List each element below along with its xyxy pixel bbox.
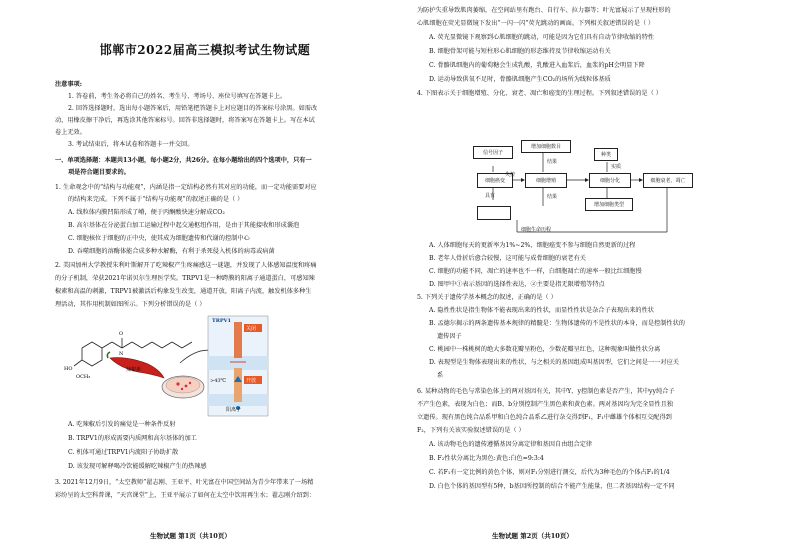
cation-label: 阳离子 — [226, 407, 242, 413]
section-heading: 一、单项选择题：本题共13小题，每小题2分，共26分。在每小题给出的四个选项中，只有一 — [55, 157, 312, 164]
question-3-stem: 3. 2021年12月9日，“太空教师”翟志刚、王亚平、叶光富在中国空间站为青少年带来了一场精 — [55, 479, 314, 486]
increase-cell-types-box: 增加细胞类型 — [585, 198, 633, 211]
question-1-stem: 1. 生命观念中的“结构与功能观”，内涵是指一定结构必然有其对应的功能，而一定功能需要对应 — [55, 184, 317, 191]
question-2-option-d: D. 该发现可解释喝冷饮能缓解吃辣椒产生的热辣感 — [68, 463, 207, 470]
notice-line: 动，用橡皮擦干净后，再选涂其他答案标号。回答非选择题时，将答案写在答题卡上。写在本试 — [55, 117, 315, 124]
capsaicin-label: 辣椒素 — [126, 367, 142, 373]
question-2-option-a: A. 吃辣椒后引发的痛觉是一种条件反射 — [68, 421, 176, 428]
variety-box: 种类 — [594, 148, 618, 161]
question-1-stem: 的结构来完成。下列不属于“结构与功能观”的叙述正确的是（ ） — [68, 196, 244, 203]
question-4-option-b: B. 老年人骨折后愈合较慢，这可能与成骨细胞的衰老有关 — [429, 255, 586, 262]
result-label-1: 结果 — [547, 159, 558, 165]
question-4-option-d: D. 图甲中①表示基因的选择性表达，②主要是指无限增殖等特点 — [429, 281, 605, 288]
question-6-option-b: B. F₂性状分离比为黑色:黄色:白色=9:3:4 — [429, 455, 544, 462]
question-1-option-d: D. 吞噬细胞的溶酶体能合成多种水解酶，有利于杀死侵入机体的病毒或病菌 — [68, 248, 275, 255]
question-5-option-c: C. 桃园中一株桃树的绝大多数花瓣呈粉色，少数花瓣呈红色，这种现象叫做性状分离 — [429, 346, 661, 353]
cell-differentiation-box: 细胞分化 — [589, 173, 631, 188]
question-3-option-b: B. 细胞骨架可能与短柱形心肌细胞的形态维持及节律收缩运动有关 — [429, 48, 611, 55]
question-6-stem: 不产生色素，表现为白色；而B、b分别控制产生黑色素和黄色素。两对基因均为完全显性且独 — [417, 401, 674, 408]
open-label: 开放 — [246, 378, 257, 384]
temperature-label: >43℃ — [210, 378, 227, 384]
molecule-label-ho: HO — [64, 366, 73, 372]
question-4-option-c: C. 细胞的功能不同，凋亡的速率也不一样，白细胞凋亡的速率一般比红细胞慢 — [429, 268, 642, 275]
cell-cancer-box: 细胞癌变 — [477, 173, 513, 188]
question-2-option-b: B. TRPV1的形成需要内质网和高尔基体的加工 — [68, 435, 197, 442]
question-4-stem: 4. 下图表示关于细胞增殖、分化、衰老、凋亡和癌变的生理过程。下列叙述错误的是（ ） — [417, 90, 662, 97]
question-3-option-a: A. 荧光显微镜下观察到心肌细胞的跳动，可能是因为它们具有自动节律收缩的特性 — [429, 34, 654, 41]
question-2-option-c: C. 机体可通过TRPV1内流阳子协助扩散 — [68, 449, 179, 456]
question-6-stem: 6. 某种动物的毛色与常染色体上的两对基因有关，其中Y、y控制色素是否产生，其中yy纯合子 — [417, 388, 675, 395]
question-3-stem: 心肌细胞在荧光显微镜下发出“一闪一闪”荧光跳动的画面。下列相关叙述错误的是（ ） — [417, 20, 655, 27]
trpv1-label: TRPV1 — [212, 318, 231, 324]
question-3-stem: 为防护失重导致肌肉萎缩，在空间站里有跑台、自行车、拉力器等；叶光富展示了呈现柱形的 — [417, 7, 671, 14]
closed-label: 关闭 — [246, 326, 257, 332]
question-4-option-a: A. 人体细胞每天的更新率为1%~2%，细胞癌变不参与细胞自然更新的过程 — [429, 242, 636, 249]
notice-title: 注意事项: — [55, 81, 83, 88]
question-3-option-c: C. 骨骼肌细胞内的葡萄糖会生成乳酸，乳酸进入血浆后，血浆的pH会明显下降 — [429, 62, 645, 69]
molecule-label-o: O — [119, 331, 124, 337]
trpv1-channel-diagram — [208, 316, 268, 416]
question-6-stem: F₂，下列有关该实验叙述错误的是（ ） — [417, 427, 525, 434]
page-2 — [397, 0, 794, 558]
signal-factor-box: 信号因子 — [473, 146, 513, 159]
notice-line: 1. 答卷前，考生务必将自己的姓名、考生号、考场号、座位号填写在答题卡上。 — [68, 93, 287, 100]
molecule-label-och3: OCH₃ — [76, 374, 91, 380]
life-process-label: 细胞生命历程 — [521, 227, 552, 233]
question-5-stem: 5. 下列关于遗传学基本概念的叙述，正确的是（ ） — [417, 294, 557, 301]
uncontrolled-label: 失控 — [505, 172, 516, 178]
cell-proliferation-box: 细胞增殖 — [525, 173, 567, 188]
page-footer: 生物试题 第2页（共10页） — [492, 532, 573, 540]
notice-line: 卷上无效。 — [55, 129, 86, 136]
question-6-option-c: C. 若F₁有一定比例的黄色个体，则对F₁分别进行测交，后代为3种毛色的个体占F₁的1/4 — [429, 469, 670, 476]
question-6-option-a: A. 该动物毛色的遗传遵循基因分离定律和基因自由组合定律 — [429, 441, 593, 448]
features-label: 具有 — [485, 193, 496, 199]
page-footer: 生物试题 第1页（共10页） — [150, 532, 231, 540]
question-5-option-d: D. 表现型是生物体表现出来的性状，与之相关的基因组成叫基因型，它们之间是一一对应关 — [429, 359, 679, 366]
question-3-option-d: D. 运动导致供氧不足时，骨骼肌细胞产生CO₂的场所为线粒体基质 — [429, 76, 611, 83]
cancer-features-box — [477, 206, 511, 220]
increase-cell-number-box: 增加细胞数目 — [521, 140, 571, 153]
cell-aging-apoptosis-box: 细胞衰老、凋亡 — [643, 173, 693, 188]
notice-line: 3. 考试结束后，将本试卷和答题卡一并交回。 — [68, 141, 194, 148]
question-3-stem: 彩纷呈的太空科普课，“天宫课堂”上，王亚平展示了如何在太空中饮用再生水；翟志刚介绍到： — [55, 492, 316, 499]
question-6-option-d: D. 白色个体的基因型有5种，b基因所控制的结合不能产生能量，但二者基因结构一定不同 — [429, 483, 675, 490]
question-5-option-a: A. 隐性性状是指生物体不能表现出来的性状，而显性性状是杂合子表现出来的性状 — [429, 307, 654, 314]
molecule-label-n: N — [119, 351, 124, 357]
question-1-option-a: A. 线粒体内膜凹陷形成了嵴，便于丙酮酸快速分解成CO₂ — [68, 209, 225, 216]
exam-title: 邯郸市2022届高三模拟考试生物试题 — [99, 43, 311, 57]
result-label-2: 结果 — [547, 194, 558, 200]
notice-line: 2. 回答选择题时，选出每小题答案后，用铅笔把答题卡上对应题目的答案标号涂黑。如需改 — [68, 105, 318, 112]
section-heading: 项是符合题目要求的。 — [68, 169, 130, 176]
question-5-option-b: 遗传因子 — [437, 333, 462, 340]
question-5-option-b: B. 孟德尔揭示的两条遗传基本规律的精髓是：生物体遗传的不是性状的本身，而是控制性状的 — [429, 320, 685, 327]
question-6-stem: 立遗传。现有黑色纯合品系甲和白色纯合品系乙进行杂交得到F₁，F₁中雌雄个体相互交配得到 — [417, 414, 672, 421]
petri-dish-icon — [160, 372, 206, 402]
essence-label: 实质 — [611, 164, 622, 170]
question-2-stem: 的分子机制，荣获2021年诺贝尔生理医学奖。TRPV1是一种跨膜的阳离子通道蛋白，可感知辣 — [55, 275, 315, 282]
question-1-option-b: B. 高尔基体在分泌蛋白加工运输过程中起交通枢纽作用，是由于其能接收和形成囊泡 — [68, 222, 300, 229]
question-1-option-c: C. 细胞核位于细胞的正中央，使其成为细胞遗传和代谢的控制中心 — [68, 235, 250, 242]
question-2-stem: 椒素和高温的刺激，TRPV1被激活后构象发生改变，通道开放，阳离子内流，触发机体多种生 — [55, 288, 312, 295]
question-2-stem: 2. 美国加州大学教授朱利叶斯解开了吃辣椒产生疼痛感这一谜题，并发现了人体感知温度和疼痛 — [55, 262, 317, 269]
question-5-option-d: 系 — [437, 372, 444, 379]
question-2-stem: 理活动，其作用机制如图所示。下列分析错误的是（ ） — [55, 301, 206, 308]
